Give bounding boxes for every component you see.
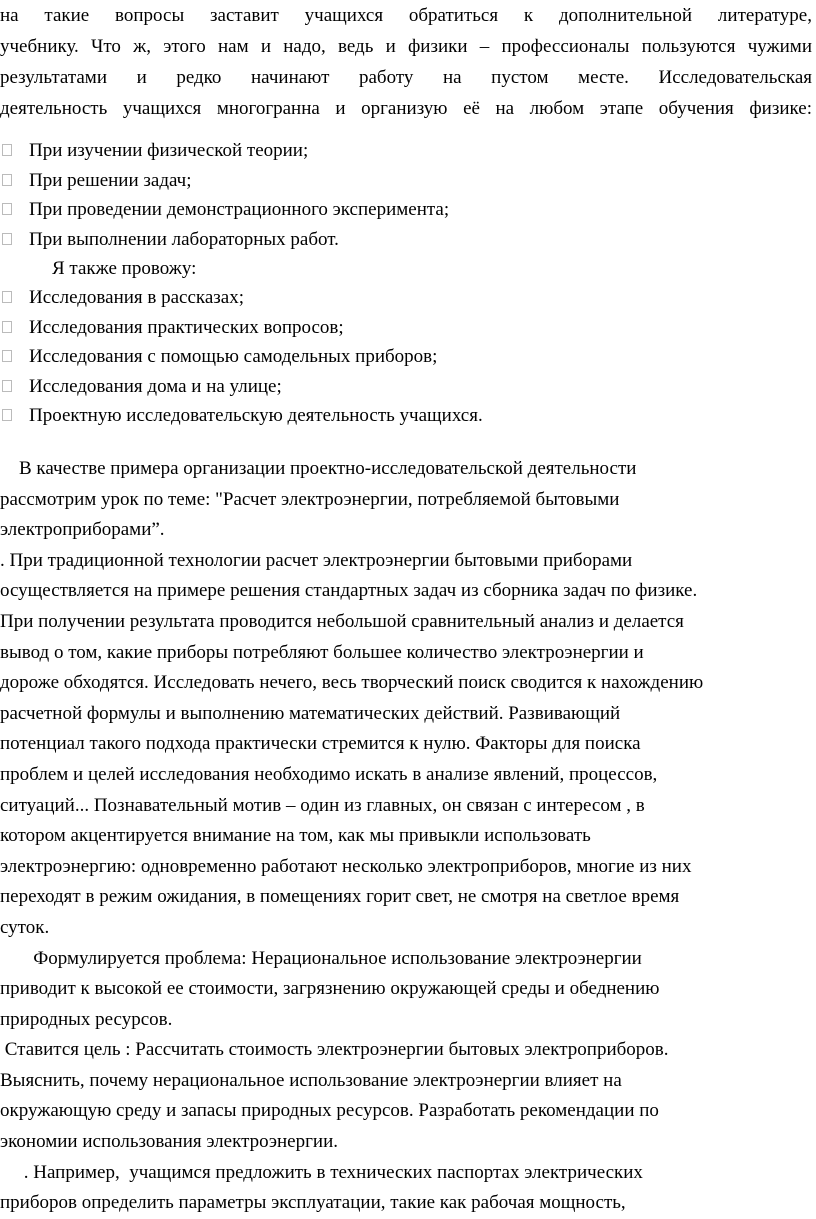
list-item: Исследования практических вопросов; [0, 313, 812, 343]
body-line: Выяснить, почему нерациональное использование электроэнергии влияет на [0, 1069, 622, 1091]
list-item: При решении задач; [0, 166, 812, 196]
list-item: Исследования с помощью самодельных приборов; [0, 342, 812, 372]
intro-line: учебнику. Что ж, этого нам и надо, ведь и физики – профессионалы пользуются чужими [0, 36, 812, 57]
bullet-icon [2, 350, 12, 362]
body-line: природных ресурсов. [0, 1008, 173, 1030]
body-line: проблем и целей исследования необходимо искать в анализе явлений, процессов, [0, 763, 658, 785]
body-line: переходят в режим ожидания, в помещениях горит свет, не смотря на светлое время [0, 886, 680, 908]
list-item: При выполнении лабораторных работ. [0, 225, 812, 255]
list-item: При проведении демонстрационного эксперимента; [0, 195, 812, 225]
bullet-icon [2, 291, 12, 303]
body-line: окружающую среду и запасы природных ресурсов. Разработать рекомендации по [0, 1100, 659, 1122]
intro-line: результатами и редко начинают работу на пустом месте. Исследовательская [0, 67, 812, 88]
body-line: При получении результата проводится небольшой сравнительный анализ и делается [0, 610, 684, 632]
body-line: дороже обходятся. Исследовать нечего, весь творческий поиск сводится к нахождению [0, 672, 704, 694]
list-item: При изучении физической теории; [0, 136, 812, 166]
intro-line: на такие вопросы заставит учащихся обратиться к дополнительной литературе, [0, 5, 812, 26]
body-line: расчетной формулы и выполнению математических действий. Развивающий [0, 702, 621, 724]
also-text: Я также провожу: [52, 258, 197, 279]
body-line: ситуаций... Познавательный мотив – один из главных, он связан с интересом , в [0, 794, 645, 816]
research-stages-list [0, 136, 812, 254]
body-line: котором акцентируется внимание на том, как мы привыкли использовать [0, 825, 591, 847]
bullet-icon [2, 409, 12, 421]
bullet-icon [2, 380, 12, 392]
body-line: Ставится цель : Рассчитать стоимость электроэнергии бытовых электроприборов. [0, 1039, 669, 1061]
intro-line: деятельность учащихся многогранна и организую её на любом этапе обучения физике: [0, 98, 812, 119]
bullet-icon [2, 144, 12, 156]
body-line: Формулируется проблема: Нерациональное использование электроэнергии [0, 947, 642, 969]
list-item: Исследования дома и на улице; [0, 372, 812, 402]
research-types-list [0, 283, 812, 431]
bullet-icon [2, 174, 12, 186]
main-body-text [0, 454, 812, 1219]
list-item: Исследования в рассказах; [0, 283, 812, 313]
bullet-icon [2, 321, 12, 333]
body-line: электроэнергию: одновременно работают несколько электроприборов, многие из них [0, 855, 692, 877]
body-line: рассмотрим урок по теме: "Расчет электроэнергии, потребляемой бытовыми [0, 488, 620, 510]
body-line: осуществляется на примере решения стандартных задач из сборника задач по физике. [0, 580, 698, 602]
body-line: электроприборами”. [0, 519, 165, 541]
body-line: суток. [0, 916, 50, 938]
body-line: . При традиционной технологии расчет электроэнергии бытовыми приборами [0, 549, 633, 571]
body-line: В качестве примера организации проектно-исследовательской деятельности [0, 458, 637, 479]
intro-paragraph [0, 0, 812, 124]
bullet-icon [2, 203, 12, 215]
body-line: приборов определить параметры эксплуатации, такие как рабочая мощность, [0, 1192, 626, 1214]
body-line: приводит к высокой ее стоимости, загрязнению окружающей среды и обеднению [0, 978, 660, 1000]
body-line: вывод о том, какие приборы потребляют большее количество электроэнергии и [0, 641, 644, 663]
bullet-icon [2, 233, 12, 245]
body-line: . Например, учащимся предложить в технических паспортах электрических [0, 1161, 643, 1183]
body-line: потенциал такого подхода практически стремится к нулю. Факторы для поиска [0, 733, 641, 755]
list-item: Проектную исследовательскую деятельность учащихся. [0, 401, 812, 431]
body-line: экономии использования электроэнергии. [0, 1131, 338, 1153]
